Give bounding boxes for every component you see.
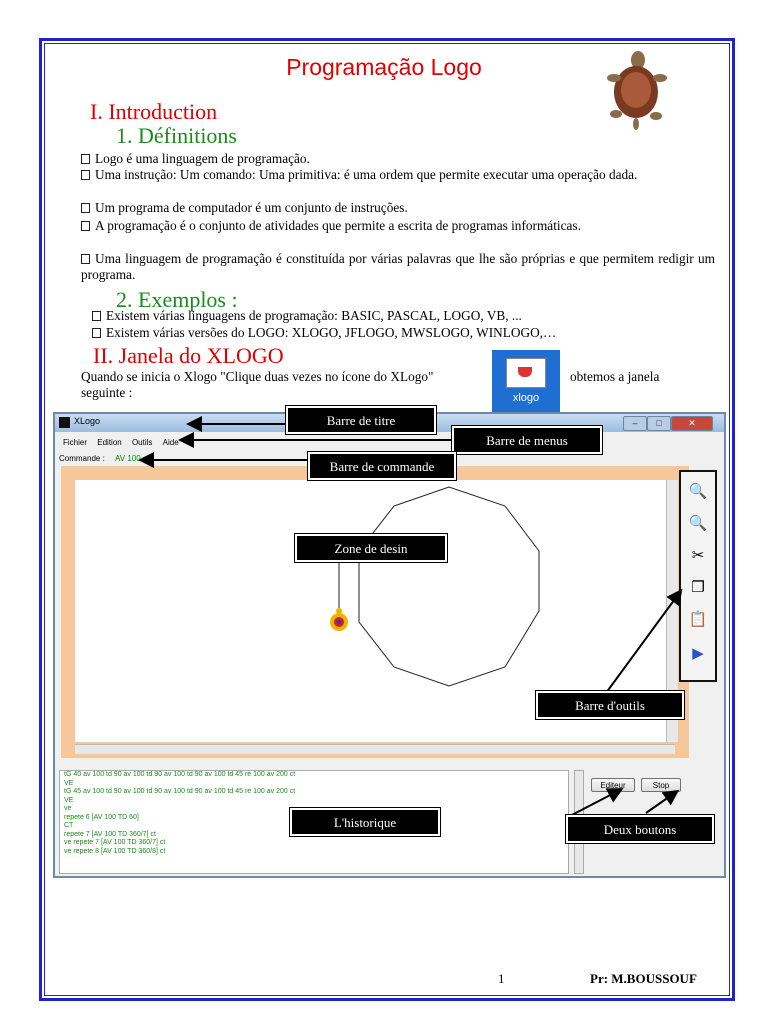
callout-menu-bar: Barre de menus (454, 428, 600, 452)
history-line: ve repete 7 [AV 100 TD 360/7] ct (64, 839, 166, 846)
minimize-button[interactable]: – (623, 416, 647, 431)
maximize-button[interactable]: □ (647, 416, 671, 431)
zoom-out-icon[interactable]: 🔍 (688, 514, 708, 532)
close-button[interactable]: ✕ (671, 416, 713, 431)
definition-item: Uma linguagem de programação é constituída por várias palavras que lhe são próprias e que permitem redigir um programa. (81, 251, 715, 282)
bullet-box-icon (81, 154, 90, 164)
page-number: 1 (498, 971, 505, 986)
bullet-box-icon (92, 311, 101, 321)
history-line: CT (64, 822, 74, 829)
heading-definitions: 1. Définitions (116, 123, 237, 148)
menu-edition[interactable]: Edition (97, 438, 122, 447)
zoom-in-icon[interactable]: 🔍 (688, 482, 708, 500)
editor-button[interactable]: Editeur (591, 778, 635, 792)
paste-icon[interactable]: 📋 (688, 610, 708, 628)
callout-title-bar: Barre de titre (288, 408, 434, 432)
history-line: repete 6 [AV 100 TD 60] (64, 813, 139, 821)
author: Pr: M.BOUSSOUF (590, 971, 697, 986)
command-input[interactable]: AV 100 (115, 454, 141, 463)
callout-toolbar: Barre d'outils (538, 693, 682, 717)
history-line: ve (64, 805, 72, 812)
xlogo-app-icon (59, 417, 70, 428)
menu-outils[interactable]: Outils (131, 438, 153, 447)
callout-draw-zone: Zone de desin (297, 536, 445, 560)
menu-bar (55, 438, 724, 450)
bullet-box-icon (81, 221, 90, 231)
xlogo-window (53, 412, 726, 878)
definition-item: A programação é o conjunto de atividades que permite a escrita de programas informáticas. (81, 218, 715, 234)
definition-item: Um programa de computador é um conjunto de instruções. (81, 200, 715, 216)
heading-xlogo-window: II. Janela do XLOGO (93, 343, 284, 368)
history-line: tG 45 av 100 td 90 av 100 td 90 av 100 td 90 av 100 td 45 re 100 av 200 ct (64, 788, 296, 795)
turtle-cursor-icon (330, 608, 348, 631)
intro-sentence-end: obtemos a janela (570, 369, 660, 384)
menu-fichier[interactable]: Fichier (63, 438, 88, 447)
bullet-box-icon (81, 170, 90, 180)
example-item: Existem várias linguagens de programação: BASIC, PASCAL, LOGO, VB, ... (92, 308, 726, 324)
copy-icon[interactable]: ❐ (691, 578, 705, 596)
heading-introduction: I. Introduction (90, 99, 218, 124)
history-line: ve repete 8 [AV 100 TD 360/8] ct (64, 847, 166, 855)
intro-sentence-line2: seguinte : (81, 385, 133, 400)
callout-history: L'historique (292, 810, 438, 834)
page-title: Programação Logo (286, 54, 482, 80)
definition-item: Logo é uma linguagem de programação. (81, 151, 715, 167)
bullet-box-icon (81, 254, 90, 264)
xlogo-app-icon[interactable] (492, 350, 560, 412)
history-line: repete 7 [AV 100 TD 360/7] ct (64, 830, 156, 838)
heading-examples: 2. Exemplos : (116, 287, 238, 312)
tool-bar (679, 470, 717, 682)
window-title: XLogo (74, 416, 101, 426)
callout-two-buttons: Deux boutons (568, 817, 712, 841)
history-line: VE (64, 796, 74, 804)
bullet-box-icon (81, 203, 90, 213)
play-icon[interactable]: ▶ (692, 644, 704, 662)
menu-aide[interactable]: Aide (162, 438, 179, 447)
canvas-horizontal-scrollbar[interactable] (75, 744, 675, 754)
xlogo-icon-label: xlogo (512, 392, 540, 404)
example-item: Existem várias versões do LOGO: XLOGO, JFLOGO, MWSLOGO, WINLOGO,… (92, 325, 726, 341)
intro-sentence: Quando se inicia o Xlogo "Clique duas vezes no ícone do XLogo" (81, 369, 434, 384)
command-label: Commande : (59, 454, 105, 463)
bullet-box-icon (92, 328, 101, 338)
turtle-logo-icon (600, 44, 672, 132)
definition-item: Uma instrução: Um comando: Uma primitiva: é uma ordem que permite executar uma operação dada. (81, 167, 715, 183)
callout-command-bar: Barre de commande (310, 454, 454, 478)
history-line: tG 40 av 100 td 90 av 100 td 90 av 100 td 90 av 100 td 45 re 100 av 200 ct (64, 771, 296, 778)
java-cup-icon (506, 358, 546, 388)
scissors-icon[interactable]: ✂ (691, 546, 705, 564)
history-line: VE (64, 779, 74, 787)
stop-button[interactable]: Stop (641, 778, 681, 792)
